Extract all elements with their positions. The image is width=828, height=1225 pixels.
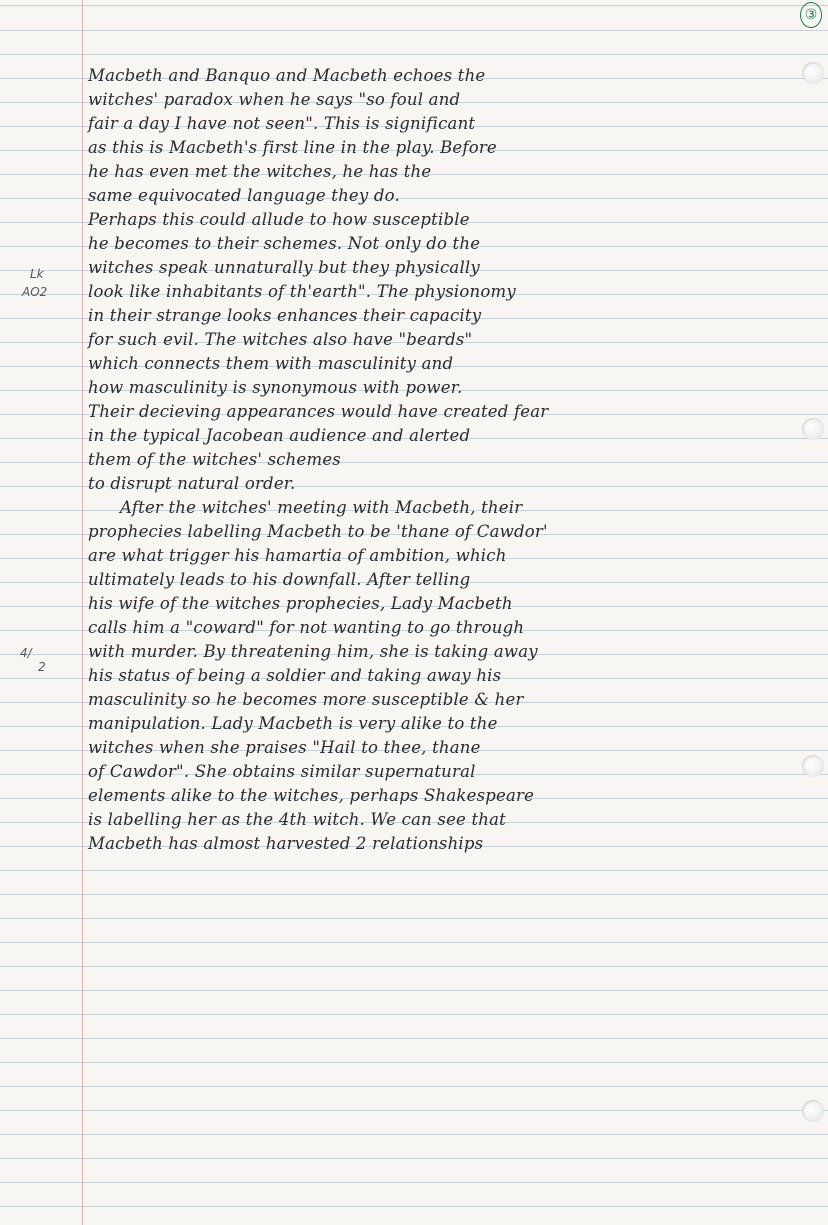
margin-note: 4/ xyxy=(20,646,32,660)
essay-line: Perhaps this could allude to how susceptible xyxy=(88,210,470,229)
essay-line: is labelling her as the 4th witch. We can see that xyxy=(88,810,506,829)
essay-line: for such evil. The witches also have "beards" xyxy=(88,330,473,349)
essay-line: calls him a "coward" for not wanting to go through xyxy=(88,618,525,637)
essay-line: elements alike to the witches, perhaps Shakespeare xyxy=(88,786,535,805)
handwritten-essay-text xyxy=(88,64,788,856)
essay-line: he becomes to their schemes. Not only do the xyxy=(88,234,481,253)
essay-line: witches speak unnaturally but they physically xyxy=(88,258,480,277)
margin-note: 2 xyxy=(38,660,46,674)
margin-note: Lk xyxy=(30,267,44,281)
essay-line: ultimately leads to his downfall. After telling xyxy=(88,570,471,589)
essay-line: as this is Macbeth's first line in the play. Before xyxy=(88,138,497,157)
essay-line: in their strange looks enhances their capacity xyxy=(88,306,482,325)
essay-line: them of the witches' schemes xyxy=(88,450,341,469)
punch-hole xyxy=(802,418,824,440)
essay-line: which connects them with masculinity and xyxy=(88,354,454,373)
essay-line: prophecies labelling Macbeth to be 'thane of Cawdor' xyxy=(88,522,548,541)
essay-line: same equivocated language they do. xyxy=(88,186,400,205)
essay-line: look like inhabitants of th'earth". The physionomy xyxy=(88,282,516,301)
essay-line: with murder. By threatening him, she is taking away xyxy=(88,642,538,661)
essay-line: witches when she praises "Hail to thee, thane xyxy=(88,738,481,757)
essay-line: witches' paradox when he says "so foul and xyxy=(88,90,461,109)
essay-line: are what trigger his hamartia of ambition, which xyxy=(88,546,507,565)
margin-rule xyxy=(82,0,83,1225)
essay-line: he has even met the witches, he has the xyxy=(88,162,432,181)
essay-line: in the typical Jacobean audience and alerted xyxy=(88,426,471,445)
essay-line: masculinity so he becomes more susceptible & her xyxy=(88,690,524,709)
essay-line: his status of being a soldier and taking away his xyxy=(88,666,502,685)
essay-line: Macbeth has almost harvested 2 relationships xyxy=(88,834,484,853)
essay-line: manipulation. Lady Macbeth is very alike to the xyxy=(88,714,498,733)
margin-note: AO2 xyxy=(22,285,48,299)
essay-line: After the witches' meeting with Macbeth, their xyxy=(120,498,523,517)
punch-hole xyxy=(802,755,824,777)
punch-hole xyxy=(802,1100,824,1122)
page-number-badge: ③ xyxy=(800,2,822,28)
essay-line: how masculinity is synonymous with power. xyxy=(88,378,463,397)
punch-hole xyxy=(802,62,824,84)
essay-line: his wife of the witches prophecies, Lady Macbeth xyxy=(88,594,513,613)
essay-line: Their decieving appearances would have created fear xyxy=(88,402,549,421)
essay-line: of Cawdor". She obtains similar supernatural xyxy=(88,762,476,781)
essay-line: fair a day I have not seen". This is significant xyxy=(88,114,476,133)
essay-line: to disrupt natural order. xyxy=(88,474,296,493)
essay-line: Macbeth and Banquo and Macbeth echoes the xyxy=(88,66,486,85)
